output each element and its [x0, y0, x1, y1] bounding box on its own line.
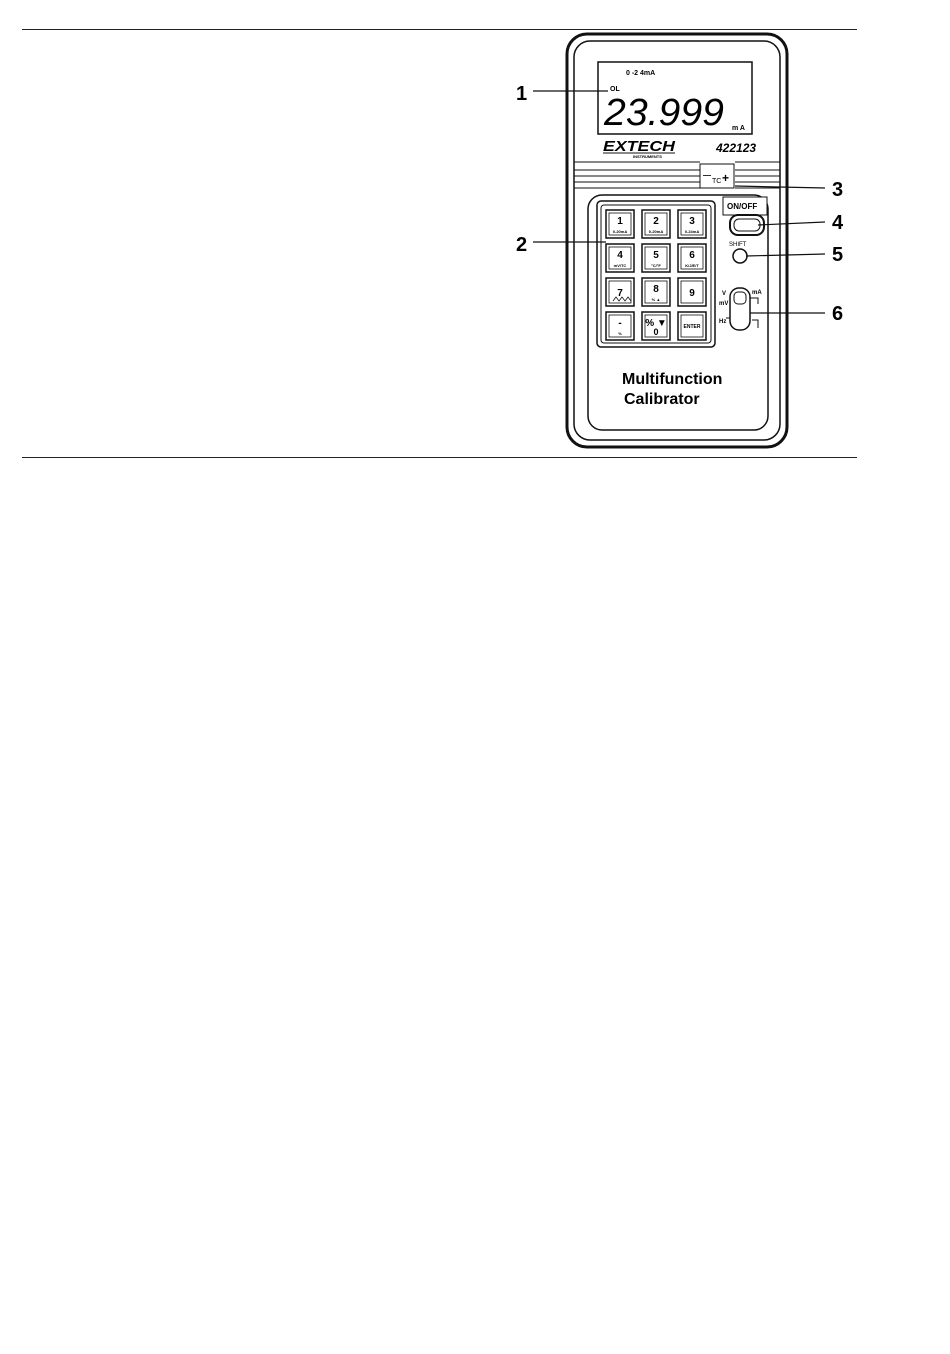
callout-5: 5 — [832, 244, 844, 266]
keypad-key[interactable] — [642, 244, 670, 272]
keypad-key-sublabel: 0 — [653, 327, 659, 337]
keypad-key-label: % ▼ — [645, 318, 667, 329]
keypad-key[interactable] — [678, 210, 706, 238]
keypad-key[interactable] — [642, 278, 670, 306]
keypad-key[interactable] — [678, 312, 706, 340]
device-title-line1: Multifunction — [622, 371, 723, 388]
keypad-key[interactable] — [606, 210, 634, 238]
display-unit: m A — [732, 125, 745, 132]
callout-6: 6 — [832, 303, 844, 325]
keypad-key[interactable] — [642, 210, 670, 238]
brand-logo: EXTECH — [603, 138, 677, 155]
model-number: 422123 — [716, 141, 757, 155]
keypad-key-sublabel: 0-24mA — [684, 229, 700, 234]
keypad-key-sublabel: 0-20mA — [612, 229, 628, 234]
display-top-indicators: 0 -2 4mA — [626, 70, 656, 77]
tc-minus: — — [703, 171, 711, 180]
keypad-key-label: 2 — [653, 216, 659, 227]
display-ol-indicator: OL — [610, 86, 620, 93]
keypad-key-sublabel: K/J/E/T — [685, 263, 699, 268]
keypad-key-label: 7 — [617, 288, 623, 299]
keypad-key[interactable] — [678, 244, 706, 272]
selector-label-hz: Hz — [719, 319, 727, 325]
keypad — [597, 201, 715, 347]
callout-4: 4 — [832, 212, 844, 234]
keypad-key-label: - — [618, 318, 622, 329]
keypad-key-sublabel: 0-20mA — [648, 229, 664, 234]
keypad-key-sublabel: °C/°F — [651, 263, 661, 268]
device-title-line2: Calibrator — [624, 391, 700, 408]
tc-jack[interactable] — [700, 164, 734, 188]
keypad-key-label: 4 — [617, 250, 623, 261]
selector-label-ma: mA — [752, 290, 762, 296]
keypad-key-label: 1 — [617, 216, 623, 227]
tc-label: TC — [712, 178, 722, 185]
keypad-key-label: 3 — [689, 216, 695, 227]
keypad-key[interactable] — [642, 312, 670, 340]
keypad-key-label: 6 — [689, 250, 695, 261]
keypad-key-sublabel: % — [618, 331, 622, 336]
shift-label: SHIFT — [729, 242, 747, 248]
on-off-label: ON/OFF — [727, 202, 758, 211]
keypad-key[interactable] — [606, 278, 634, 306]
callout-3: 3 — [832, 179, 844, 201]
keypad-key-sublabel: mV/TC — [613, 263, 627, 268]
keypad-key-sublabel: % ▲ — [651, 297, 661, 302]
brand-subtitle: INSTRUMENTS — [633, 154, 662, 159]
display-reading: 23.999 — [602, 92, 724, 134]
selector-label-mv: mV — [719, 301, 729, 307]
keypad-key[interactable] — [606, 244, 634, 272]
calibrator-figure — [0, 0, 950, 470]
callout-2: 2 — [516, 234, 528, 256]
keypad-key-label: 9 — [689, 288, 695, 299]
keypad-key[interactable] — [606, 312, 634, 340]
tc-plus: + — [722, 171, 730, 185]
keypad-key-label: 8 — [653, 284, 659, 295]
keypad-key-label: 5 — [653, 250, 659, 261]
keypad-key-label: ENTER — [683, 324, 701, 330]
callout-1: 1 — [516, 83, 528, 105]
keypad-key[interactable] — [678, 278, 706, 306]
selector-label-v: V — [722, 291, 727, 297]
lcd-display — [598, 62, 752, 134]
